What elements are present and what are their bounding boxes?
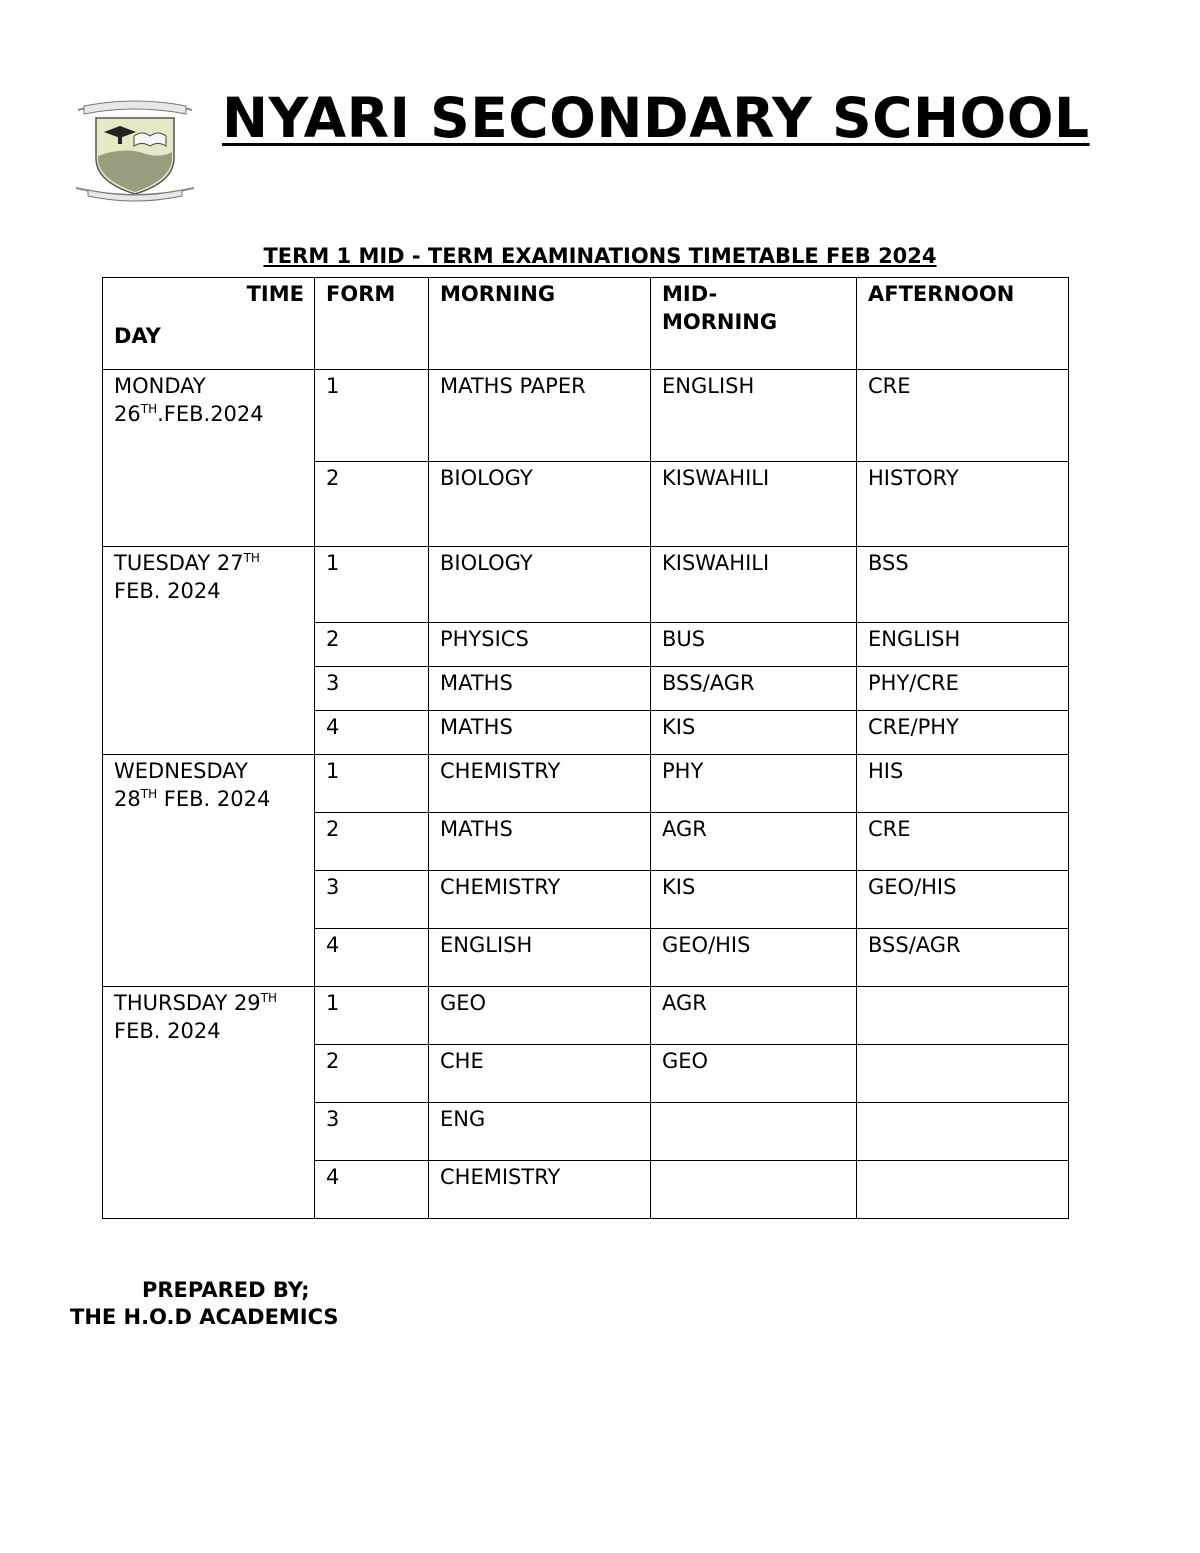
morning-cell: CHE: [429, 1045, 651, 1103]
form-cell: 3: [315, 667, 429, 711]
mid-morning-cell: [651, 1103, 857, 1161]
table-row: [103, 755, 1069, 813]
mid-morning-cell: KISWAHILI: [651, 462, 857, 547]
form-cell: 2: [315, 813, 429, 871]
form-cell: 2: [315, 1045, 429, 1103]
morning-cell: MATHS PAPER: [429, 370, 651, 462]
form-header: FORM: [315, 278, 429, 370]
afternoon-cell: CRE: [857, 370, 1069, 462]
afternoon-cell: PHY/CRE: [857, 667, 1069, 711]
form-cell: 1: [315, 987, 429, 1045]
afternoon-cell: HIS: [857, 755, 1069, 813]
day-date: 28TH FEB. 2024: [114, 787, 271, 811]
hod-academics-label: THE H.O.D ACADEMICS: [70, 1305, 339, 1329]
day-date: FEB. 2024: [114, 579, 221, 603]
morning-header: MORNING: [429, 278, 651, 370]
afternoon-cell: ENGLISH: [857, 623, 1069, 667]
morning-cell: CHEMISTRY: [429, 1161, 651, 1219]
form-cell: 1: [315, 370, 429, 462]
mid-morning-cell: [651, 1161, 857, 1219]
afternoon-cell: [857, 1103, 1069, 1161]
morning-cell: MATHS: [429, 813, 651, 871]
mid-morning-cell: BUS: [651, 623, 857, 667]
mid-morning-cell: ENGLISH: [651, 370, 857, 462]
form-cell: 2: [315, 623, 429, 667]
afternoon-cell: BSS/AGR: [857, 929, 1069, 987]
school-name: NYARI SECONDARY SCHOOL: [222, 86, 1090, 150]
mid-morning-cell: KISWAHILI: [651, 547, 857, 623]
morning-cell: ENG: [429, 1103, 651, 1161]
mid-morning-cell: KIS: [651, 711, 857, 755]
exam-timetable: [102, 277, 1069, 1219]
morning-cell: CHEMISTRY: [429, 871, 651, 929]
day-name: MONDAY: [114, 374, 206, 398]
form-cell: 1: [315, 755, 429, 813]
form-cell: 4: [315, 1161, 429, 1219]
day-date: 26TH.FEB.2024: [114, 402, 264, 426]
form-cell: 4: [315, 929, 429, 987]
day-cell-thursday: [103, 987, 315, 1219]
time-day-header-cell: [103, 278, 315, 370]
morning-cell: BIOLOGY: [429, 462, 651, 547]
table-row: [103, 547, 1069, 623]
mid-morning-cell: AGR: [651, 813, 857, 871]
day-cell-wednesday: [103, 755, 315, 987]
table-header-row: [103, 278, 1069, 370]
time-header: TIME: [246, 282, 304, 306]
afternoon-cell: [857, 1161, 1069, 1219]
afternoon-header: AFTERNOON: [857, 278, 1069, 370]
table-row: [103, 987, 1069, 1045]
afternoon-cell: CRE/PHY: [857, 711, 1069, 755]
morning-cell: MATHS: [429, 667, 651, 711]
day-header: DAY: [114, 324, 161, 348]
afternoon-cell: HISTORY: [857, 462, 1069, 547]
mid-morning-cell: GEO/HIS: [651, 929, 857, 987]
morning-cell: BIOLOGY: [429, 547, 651, 623]
mid-morning-header-line1: MID-: [662, 282, 718, 306]
day-name: THURSDAY 29TH: [114, 991, 278, 1015]
mid-morning-header: [651, 278, 857, 370]
form-cell: 4: [315, 711, 429, 755]
form-cell: 3: [315, 1103, 429, 1161]
day-name: TUESDAY 27TH: [114, 551, 260, 575]
morning-cell: GEO: [429, 987, 651, 1045]
mid-morning-cell: BSS/AGR: [651, 667, 857, 711]
afternoon-cell: GEO/HIS: [857, 871, 1069, 929]
mid-morning-cell: PHY: [651, 755, 857, 813]
mid-morning-cell: GEO: [651, 1045, 857, 1103]
day-date: FEB. 2024: [114, 1019, 221, 1043]
day-cell-monday: [103, 370, 315, 547]
prepared-by-label: PREPARED BY;: [142, 1278, 310, 1302]
mid-morning-cell: AGR: [651, 987, 857, 1045]
afternoon-cell: [857, 987, 1069, 1045]
morning-cell: ENGLISH: [429, 929, 651, 987]
day-cell-tuesday: [103, 547, 315, 755]
morning-cell: MATHS: [429, 711, 651, 755]
form-cell: 1: [315, 547, 429, 623]
mid-morning-header-line2: MORNING: [662, 310, 778, 334]
form-cell: 3: [315, 871, 429, 929]
morning-cell: PHYSICS: [429, 623, 651, 667]
morning-cell: CHEMISTRY: [429, 755, 651, 813]
afternoon-cell: BSS: [857, 547, 1069, 623]
mid-morning-cell: KIS: [651, 871, 857, 929]
afternoon-cell: [857, 1045, 1069, 1103]
form-cell: 2: [315, 462, 429, 547]
table-row: [103, 370, 1069, 462]
day-name: WEDNESDAY: [114, 759, 248, 783]
afternoon-cell: CRE: [857, 813, 1069, 871]
school-crest-logo: [74, 96, 196, 204]
exam-title: TERM 1 MID - TERM EXAMINATIONS TIMETABLE FEB 2024: [263, 244, 937, 268]
